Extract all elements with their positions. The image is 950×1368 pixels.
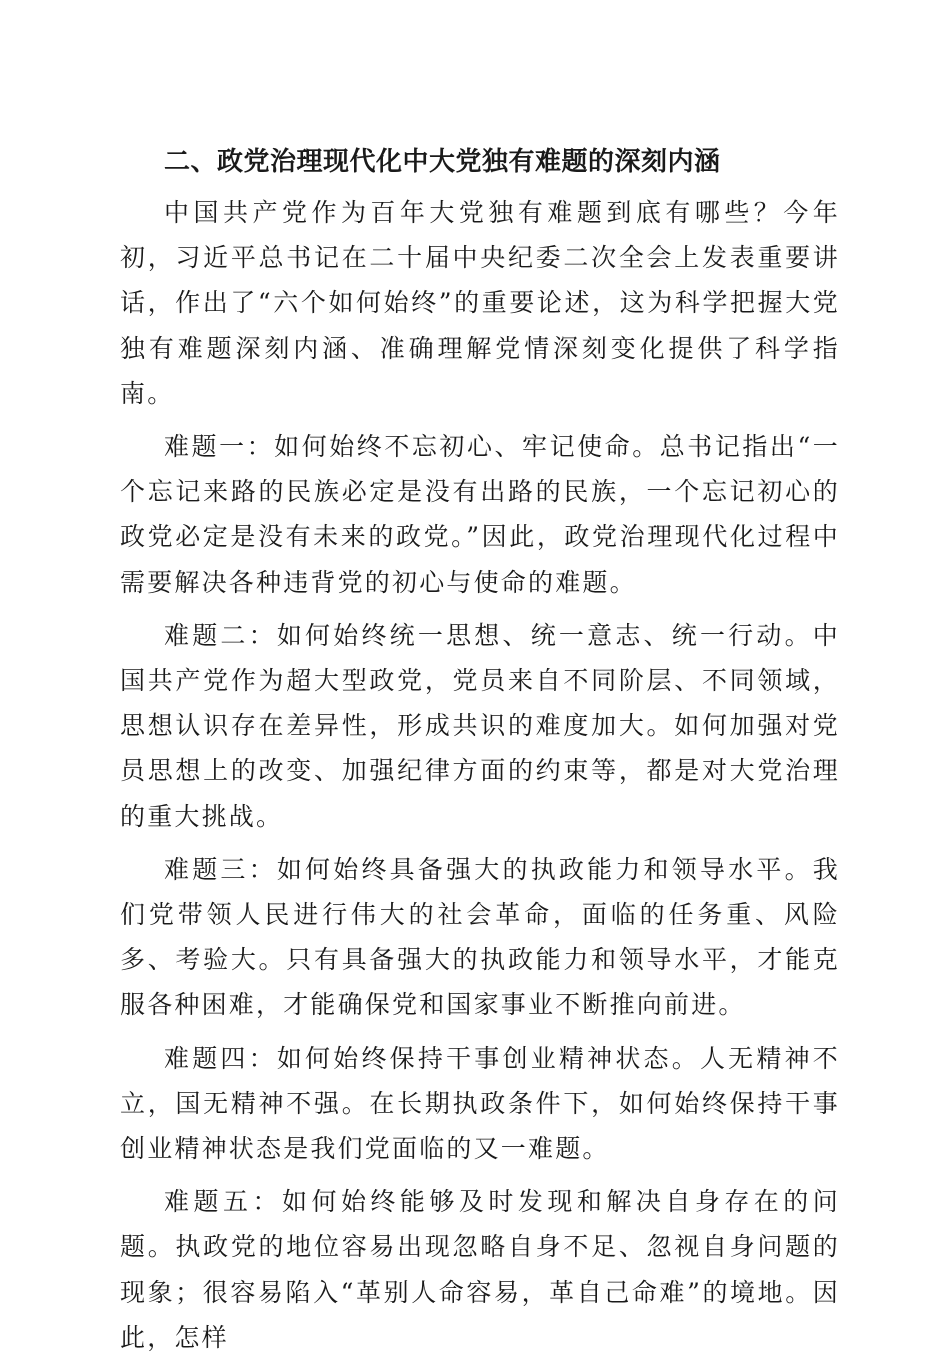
paragraph-problem-1: 难题一：如何始终不忘初心、牢记使命。总书记指出“一个忘记来路的民族必定是没有出路的民族，一个忘记初心的政党必定是没有未来的政党。”因此，政党治理现代化过程中需要解决各种违背党的初心与使命的难题。 (120, 432, 840, 597)
paragraph-problem-2: 难题二：如何始终统一思想、统一意志、统一行动。中国共产党作为超大型政党，党员来自不同阶层、不同领域，思想认识存在差异性，形成共识的难度加大。如何加强对党员思想上的改变、加强纪律方面的约束等，都是对大党治理的重大挑战。 (120, 620, 840, 831)
section-heading: 二、政党治理现代化中大党独有难题的深刻内涵 (164, 147, 721, 177)
paragraph-problem-4: 难题四：如何始终保持干事创业精神状态。人无精神不立，国无精神不强。在长期执政条件下，如何始终保持干事创业精神状态是我们党面临的又一难题。 (120, 1043, 840, 1164)
paragraph-intro: 中国共产党作为百年大党独有难题到底有哪些？今年初，习近平总书记在二十届中央纪委二次全会上发表重要讲话，作出了“六个如何始终”的重要论述，这为科学把握大党独有难题深刻内涵、准确理解党情深刻变化提供了科学指南。 (120, 198, 840, 408)
document-page (120, 140, 840, 1368)
paragraph-problem-3: 难题三：如何始终具备强大的执政能力和领导水平。我们党带领人民进行伟大的社会革命，面临的任务重、风险多、考验大。只有具备强大的执政能力和领导水平，才能克服各种困难，才能确保党和国家事业不断推向前进。 (120, 854, 840, 1020)
paragraph-problem-5: 难题五：如何始终能够及时发现和解决自身存在的问题。执政党的地位容易出现忽略自身不足、忽视自身问题的现象；很容易陷入“革别人命容易，革自己命难”的境地。因此，怎样 (120, 1187, 840, 1352)
